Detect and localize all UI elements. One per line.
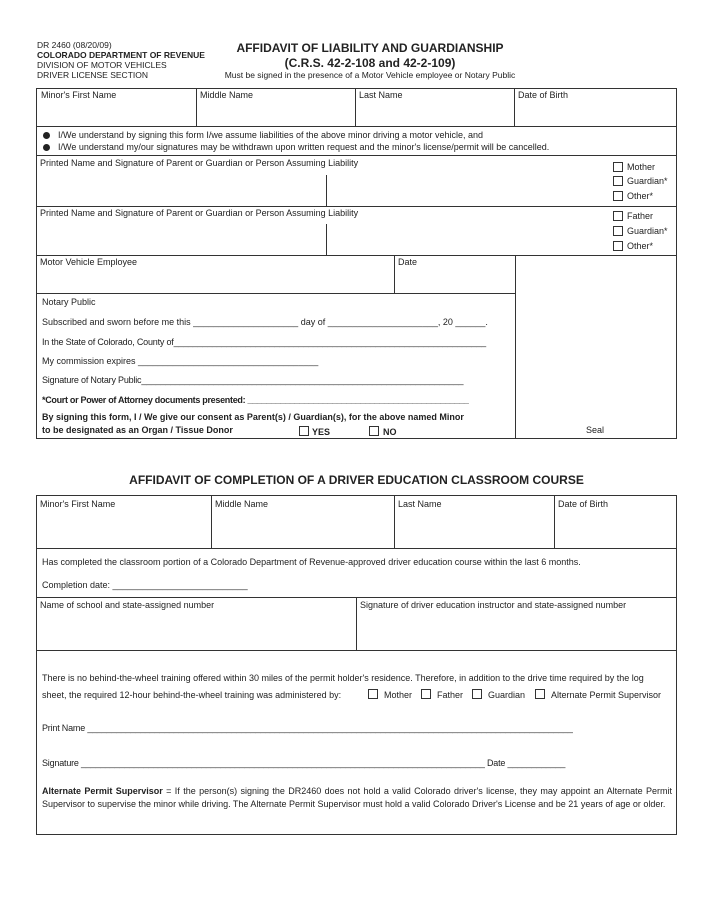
father-label: Father [627,211,654,221]
guardian-checkbox[interactable] [613,226,623,236]
bullet-item: I/We understand by signing this form I/we assume liabilities of the above minor driving a motor vehicle, and [43,130,483,141]
minor-first-name-label: Minor's First Name [41,90,117,100]
commission-expires-line[interactable]: My commission expires ____________________________________ [42,356,319,366]
minor-first-name-label: Minor's First Name [40,499,116,509]
date-of-birth-field[interactable] [555,511,676,547]
date-of-birth-field[interactable] [515,101,676,125]
parent1-printed-name-field[interactable] [37,170,325,205]
subscribed-line[interactable]: Subscribed and sworn before me this _____________________ day of ______________________, 20 ______. [42,317,488,327]
behind-the-wheel-text: There is no behind-the-wheel training offered within 30 miles of the permit holder's residence. Therefore, in addition to the drive time required by the log [42,673,644,683]
yes-label: YES [312,427,331,437]
parent2-signature-field[interactable] [327,220,607,255]
school-name-label: Name of school and state-assigned number [40,600,215,610]
guardian-label: Guardian* [627,226,668,236]
last-name-label: Last Name [359,90,403,100]
guardian-checkbox[interactable] [472,689,482,699]
date-of-birth-label: Date of Birth [518,90,569,100]
parent1-signature-field[interactable] [327,170,607,205]
organ-donor-no-checkbox[interactable] [369,426,379,436]
organ-donor-yes-checkbox[interactable] [299,426,309,436]
date-of-birth-label: Date of Birth [558,499,609,509]
note-heading: Alternate Permit Supervisor [42,786,163,796]
notary-public-label: Notary Public [42,297,96,307]
date-label: Date [398,257,418,267]
middle-name-field[interactable] [197,101,354,125]
father-checkbox[interactable] [421,689,431,699]
section-title: AFFIDAVIT OF COMPLETION OF A DRIVER EDUCATION CLASSROOM COURSE [129,473,584,487]
parent2-printed-name-field[interactable] [37,220,325,255]
alternate-permit-supervisor-note [42,785,672,810]
division-name: DIVISION OF MOTOR VEHICLES [37,60,167,70]
motor-vehicle-employee-label: Motor Vehicle Employee [40,257,138,267]
other-checkbox[interactable] [613,241,623,251]
form-id: DR 2460 (08/20/09) [37,40,112,50]
other-label: Other* [627,241,654,251]
last-name-field[interactable] [395,511,553,547]
guardian-label: Guardian [488,690,526,700]
court-documents-line[interactable]: *Court or Power of Attorney documents presented: _______________________________________________ [42,395,469,405]
course-completion-statement: Has completed the classroom portion of a Colorado Department of Revenue-approved driver education course within the last 6 months. [42,557,581,567]
organ-donor-consent-text: By signing this form, I / We give our consent as Parent(s) / Guardian(s), for the above named Minor [42,412,464,422]
middle-name-label: Middle Name [215,499,269,509]
parent-signature-label: Printed Name and Signature of Parent or Guardian or Person Assuming Liability [40,208,359,218]
seal-area [516,256,676,438]
organ-donor-consent-text: to be designated as an Organ / Tissue Donor [42,425,233,435]
bullet-icon [43,144,50,151]
mother-label: Mother [384,690,413,700]
notary-signature-line[interactable]: Signature of Notary Public___________________________________________________________________ [42,375,464,385]
signature-date-line[interactable]: Signature ____________________________________________________________________________________ Date ____________ [42,758,566,768]
alternate-permit-supervisor-label: Alternate Permit Supervisor [551,690,662,700]
alternate-permit-supervisor-checkbox[interactable] [535,689,545,699]
completion-date-line[interactable]: Completion date: ___________________________ [42,580,248,590]
last-name-label: Last Name [398,499,442,509]
last-name-field[interactable] [356,101,513,125]
other-label: Other* [627,191,654,201]
minor-first-name-field[interactable] [37,511,210,547]
seal-label: Seal [586,425,605,435]
other-checkbox[interactable] [613,191,623,201]
guardian-label: Guardian* [627,176,668,186]
guardian-checkbox[interactable] [613,176,623,186]
middle-name-field[interactable] [212,511,393,547]
signing-instruction: Must be signed in the presence of a Motor Vehicle employee or Notary Public [224,70,516,80]
behind-the-wheel-text: sheet, the required 12-hour behind-the-wheel training was administered by: [42,690,342,700]
note-text: = If the person(s) signing the DR2460 does not hold a valid Colorado driver's license, they may appoint an Alternate Permit Supervisor to supervise the minor while driving. The Alternate Permit Supervisor must hold a valid Colorado Driver's License and be 21 years of age or older. [42,786,672,809]
department-name: COLORADO DEPARTMENT OF REVENUE [37,50,205,60]
instructor-signature-label: Signature of driver education instructor and state-assigned number [360,600,627,610]
parent-signature-label: Printed Name and Signature of Parent or Guardian or Person Assuming Liability [40,158,359,168]
no-label: NO [383,427,397,437]
middle-name-label: Middle Name [200,90,254,100]
mother-label: Mother [627,162,656,172]
father-label: Father [437,690,464,700]
state-county-line[interactable]: In the State of Colorado, County of_________________________________________________________________ [42,337,486,347]
mother-checkbox[interactable] [613,162,623,172]
bullet-icon [43,132,50,139]
father-checkbox[interactable] [613,211,623,221]
mv-date-field[interactable] [395,268,514,292]
instructor-signature-field[interactable] [357,612,676,649]
bullet-item: I/We understand my/our signatures may be withdrawn upon written request and the minor's license/permit will be cancelled. [43,142,549,153]
minor-first-name-field[interactable] [37,101,195,125]
mv-employee-field[interactable] [37,268,393,292]
mother-checkbox[interactable] [368,689,378,699]
form-title: AFFIDAVIT OF LIABILITY AND GUARDIANSHIP [236,41,504,55]
statute-reference: (C.R.S. 42-2-108 and 42-2-109) [284,56,456,70]
school-name-field[interactable] [37,612,355,649]
section-name: DRIVER LICENSE SECTION [37,70,148,80]
print-name-line[interactable]: Print Name _____________________________________________________________________________________________________ [42,723,573,733]
